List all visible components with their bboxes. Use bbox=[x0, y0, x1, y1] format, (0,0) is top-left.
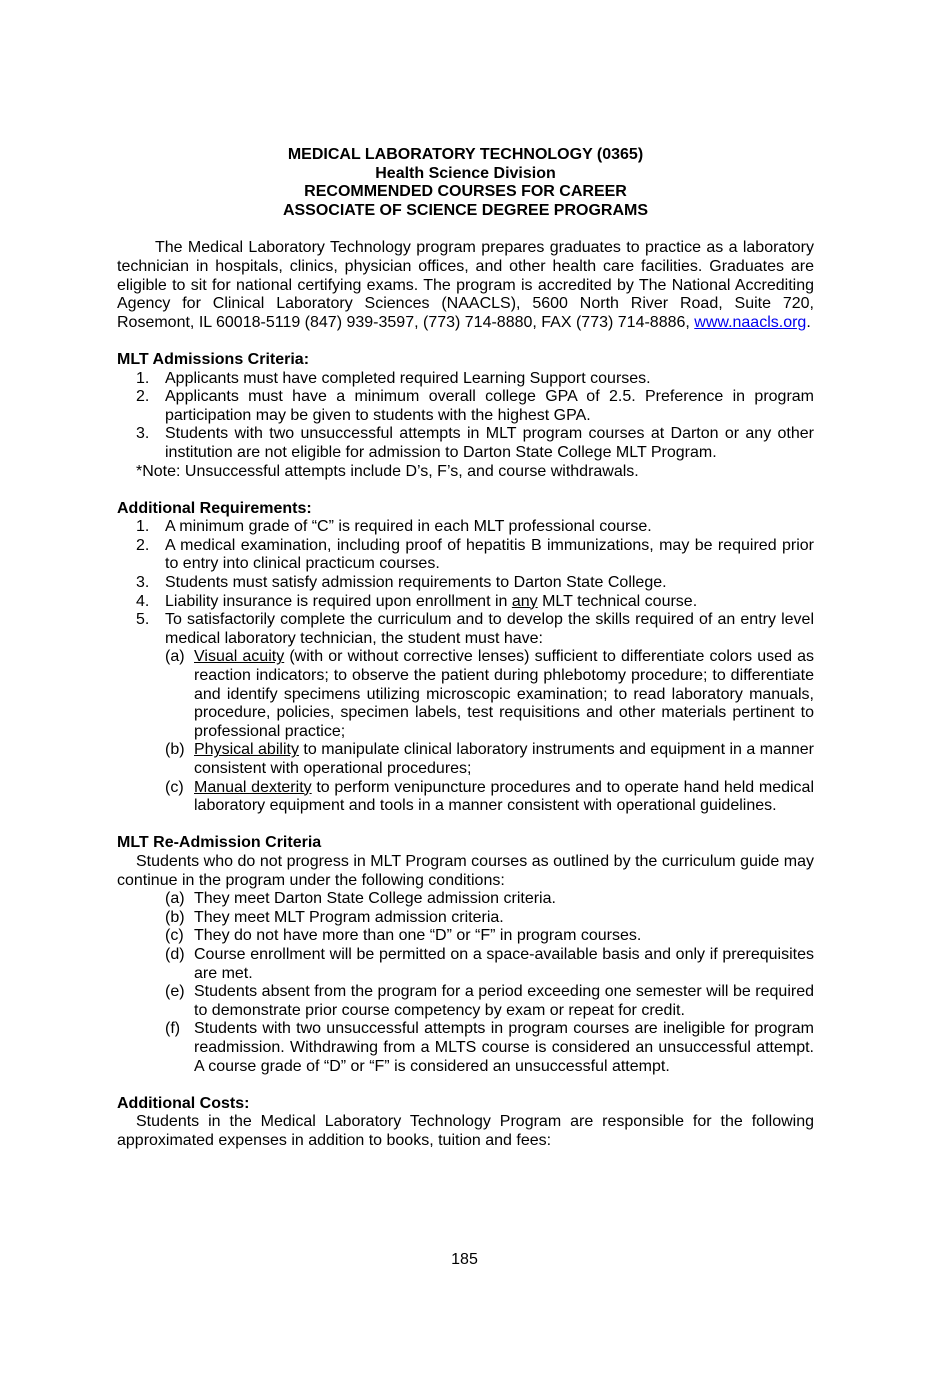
list-item bbox=[117, 370, 814, 389]
item-letter: (f) bbox=[165, 1020, 181, 1038]
item-text: Liability insurance is required upon enrollment in bbox=[165, 592, 512, 610]
requirements-list bbox=[117, 518, 814, 816]
list-item bbox=[165, 1020, 814, 1076]
item-text: Students absent from the program for a period exceeding one semester will be required to demonstrate prior course competency by exam or repeat for credit. bbox=[194, 983, 814, 1019]
admissions-heading: MLT Admissions Criteria: bbox=[117, 350, 310, 368]
document-page bbox=[117, 146, 814, 1150]
item-number: 2. bbox=[136, 536, 150, 554]
item-letter: (b) bbox=[165, 741, 185, 759]
intro-paragraph bbox=[117, 239, 814, 332]
item-text: Students with two unsuccessful attempts in MLT program courses at Darton or any other institution are not eligible for admission to Darton State College MLT Program. bbox=[165, 425, 814, 461]
list-item bbox=[117, 537, 814, 574]
list-item bbox=[165, 946, 814, 983]
program-title: MEDICAL LABORATORY TECHNOLOGY (0365) bbox=[287, 146, 644, 163]
list-item bbox=[165, 890, 814, 909]
skill-name: Visual acuity bbox=[194, 648, 285, 666]
sublist-item bbox=[165, 741, 814, 778]
list-item bbox=[117, 425, 814, 462]
item-number: 3. bbox=[136, 574, 150, 592]
degree-title: ASSOCIATE OF SCIENCE DEGREE PROGRAMS bbox=[282, 201, 649, 219]
admissions-note: *Note: Unsuccessful attempts include D’s, F’s, and course withdrawals. bbox=[136, 462, 639, 480]
item-text: They meet MLT Program admission criteria. bbox=[194, 908, 504, 926]
item-text: Students must satisfy admission requirements to Darton State College. bbox=[165, 574, 667, 592]
item-text: They meet Darton State College admission criteria. bbox=[194, 890, 556, 908]
intro-text: The Medical Laboratory Technology program prepares graduates to practice as a laboratory technician in hospitals, clinics, physician offices, and other health care facilities. Graduates are eligible to sit for national certifying exams. The program is accredited by The National Accrediting Agency for Clinical Laboratory Sciences (NAACLS), 5600 North River Road, Suite 720, Rosemont, IL 60018-5119 (847) 939-3597, (773) 714-8880, FAX (773) 714-8886, bbox=[117, 239, 814, 331]
item-number: 3. bbox=[136, 425, 150, 443]
item-text: To satisfactorily complete the curriculum and to develop the skills required of an entry level medical laboratory technician, the student must have: bbox=[165, 611, 814, 647]
section-title: RECOMMENDED COURSES FOR CAREER bbox=[304, 183, 627, 201]
item-letter: (a) bbox=[165, 890, 185, 908]
item-text: Course enrollment will be permitted on a space-available basis and only if prerequisites are met. bbox=[194, 945, 814, 982]
page-number: 185 bbox=[451, 1251, 478, 1268]
readmission-intro: Students who do not progress in MLT Program courses as outlined by the curriculum guide may continue in the program under the following conditions: bbox=[117, 852, 814, 889]
item-number: 4. bbox=[136, 592, 150, 610]
skill-text: to perform venipuncture procedures and to operate hand held medical laboratory equipment and tools in a manner consistent with operational guidelines. bbox=[194, 778, 814, 815]
item-number: 5. bbox=[136, 611, 150, 629]
item-text-end: MLT technical course. bbox=[537, 592, 698, 610]
list-item bbox=[165, 927, 814, 946]
naacls-link[interactable]: www.naacls.org bbox=[694, 313, 807, 331]
underlined-word: any bbox=[511, 592, 538, 610]
division-title: Health Science Division bbox=[375, 164, 556, 182]
admissions-list bbox=[117, 370, 814, 463]
list-item bbox=[117, 593, 814, 612]
list-item bbox=[117, 574, 814, 593]
skill-name: Manual dexterity bbox=[194, 778, 312, 796]
list-item bbox=[165, 983, 814, 1020]
list-item bbox=[117, 518, 814, 537]
skill-text: to manipulate clinical laboratory instruments and equipment in a manner consistent with operational procedures; bbox=[194, 741, 814, 777]
readmission-list bbox=[165, 890, 814, 1076]
item-text: A medical examination, including proof of hepatitis B immunizations, may be required prior to entry into clinical practicum courses. bbox=[165, 536, 814, 573]
requirements-heading: Additional Requirements: bbox=[117, 499, 312, 517]
sublist-item bbox=[165, 779, 814, 816]
item-letter: (c) bbox=[165, 927, 184, 945]
item-text: Students with two unsuccessful attempts in program courses are ineligible for program readmission. Withdrawing from a MLTS course is considered an unsuccessful attempt. A course grade of “D” or “F” is considered an unsuccessful attempt. bbox=[194, 1020, 814, 1075]
item-number: 1. bbox=[136, 369, 150, 387]
item-letter: (d) bbox=[165, 945, 185, 963]
item-letter: (c) bbox=[165, 778, 184, 796]
item-text: A minimum grade of “C” is required in each MLT professional course. bbox=[165, 518, 652, 536]
intro-end: . bbox=[806, 313, 811, 331]
document-title-block bbox=[117, 146, 814, 220]
list-item bbox=[117, 611, 814, 816]
costs-heading: Additional Costs: bbox=[117, 1094, 250, 1112]
item-letter: (b) bbox=[165, 908, 185, 926]
costs-text: Students in the Medical Laboratory Technology Program are responsible for the following approximated expenses in addition to books, tuition and fees: bbox=[117, 1113, 814, 1149]
readmission-list-wrap bbox=[117, 890, 814, 1076]
list-item bbox=[165, 909, 814, 928]
list-item bbox=[117, 388, 814, 425]
item-letter: (a) bbox=[165, 648, 185, 666]
item-text: Applicants must have completed required Learning Support courses. bbox=[165, 369, 651, 387]
item-text: They do not have more than one “D” or “F” in program courses. bbox=[194, 927, 642, 945]
skill-name: Physical ability bbox=[194, 741, 299, 759]
item-text: Applicants must have a minimum overall college GPA of 2.5. Preference in program participation may be given to students with the highest GPA. bbox=[165, 388, 814, 424]
item-letter: (e) bbox=[165, 983, 185, 1001]
sublist-item bbox=[165, 648, 814, 741]
readmission-heading: MLT Re-Admission Criteria bbox=[117, 834, 322, 852]
item-number: 1. bbox=[136, 518, 150, 536]
skill-text: (with or without corrective lenses) sufficient to differentiate colors used as reaction indicators; to observe the patient during phlebotomy procedure; to differentiate and identify specimens utilizing microscopic examination; to read laboratory manuals, procedure, policies, specimen labels, test requisitions and other materials pertinent to professional practice; bbox=[194, 648, 815, 740]
item-number: 2. bbox=[136, 388, 150, 406]
skills-sublist bbox=[165, 648, 814, 815]
